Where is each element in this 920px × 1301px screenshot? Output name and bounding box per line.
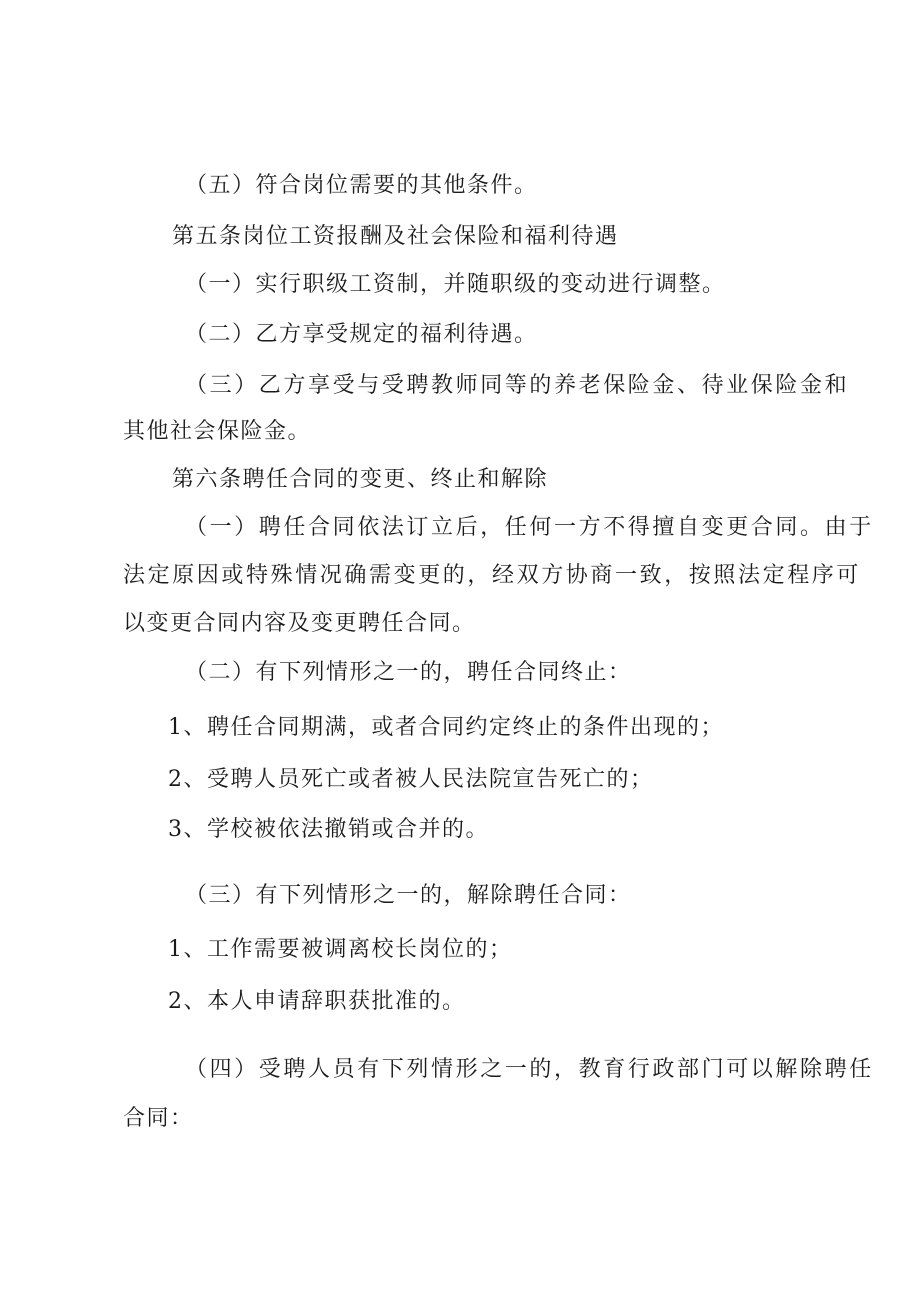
termination-case-2: 2、受聘人员死亡或者被人民法院宣告死亡的； — [168, 767, 654, 792]
article-5-heading: 第五条岗位工资报酬及社会保险和福利待遇 — [172, 224, 619, 249]
item-1-contract-change: （一）聘任合同依法订立后，任何一方不得擅自变更合同。由于 — [185, 515, 874, 540]
item-1-salary-system: （一）实行职级工资制，并随职级的变动进行调整。 — [185, 272, 726, 297]
item-2-welfare: （二）乙方享受规定的福利待遇。 — [185, 322, 538, 347]
termination-case-1: 1、聘任合同期满，或者合同约定终止的条件出现的； — [168, 715, 724, 740]
item-5-other-conditions: （五）符合岗位需要的其他条件。 — [185, 173, 538, 198]
termination-case-3: 3、学校被依法撤销或合并的。 — [168, 817, 489, 842]
article-6-heading: 第六条聘任合同的变更、终止和解除 — [172, 467, 549, 492]
item-3-insurance: （三）乙方享受与受聘教师同等的养老保险金、待业保险金和 — [185, 373, 850, 398]
item-4-dismissal-intro-cont: 合同： — [123, 1106, 194, 1131]
item-1-contract-change-cont-2: 以变更合同内容及变更聘任合同。 — [123, 611, 476, 636]
item-1-contract-change-cont-1: 法定原因或特殊情况确需变更的，经双方协商一致，按照法定程序可 — [123, 563, 862, 588]
item-2-termination-intro: （二）有下列情形之一的，聘任合同终止： — [185, 660, 632, 685]
item-3-dissolution-intro: （三）有下列情形之一的，解除聘任合同： — [185, 883, 632, 908]
item-3-insurance-cont: 其他社会保险金。 — [123, 419, 312, 444]
dissolution-case-2: 2、本人申请辞职获批准的。 — [168, 989, 466, 1014]
item-4-dismissal-intro: （四）受聘人员有下列情形之一的，教育行政部门可以解除聘任 — [185, 1057, 874, 1082]
dissolution-case-1: 1、工作需要被调离校长岗位的； — [168, 937, 513, 962]
